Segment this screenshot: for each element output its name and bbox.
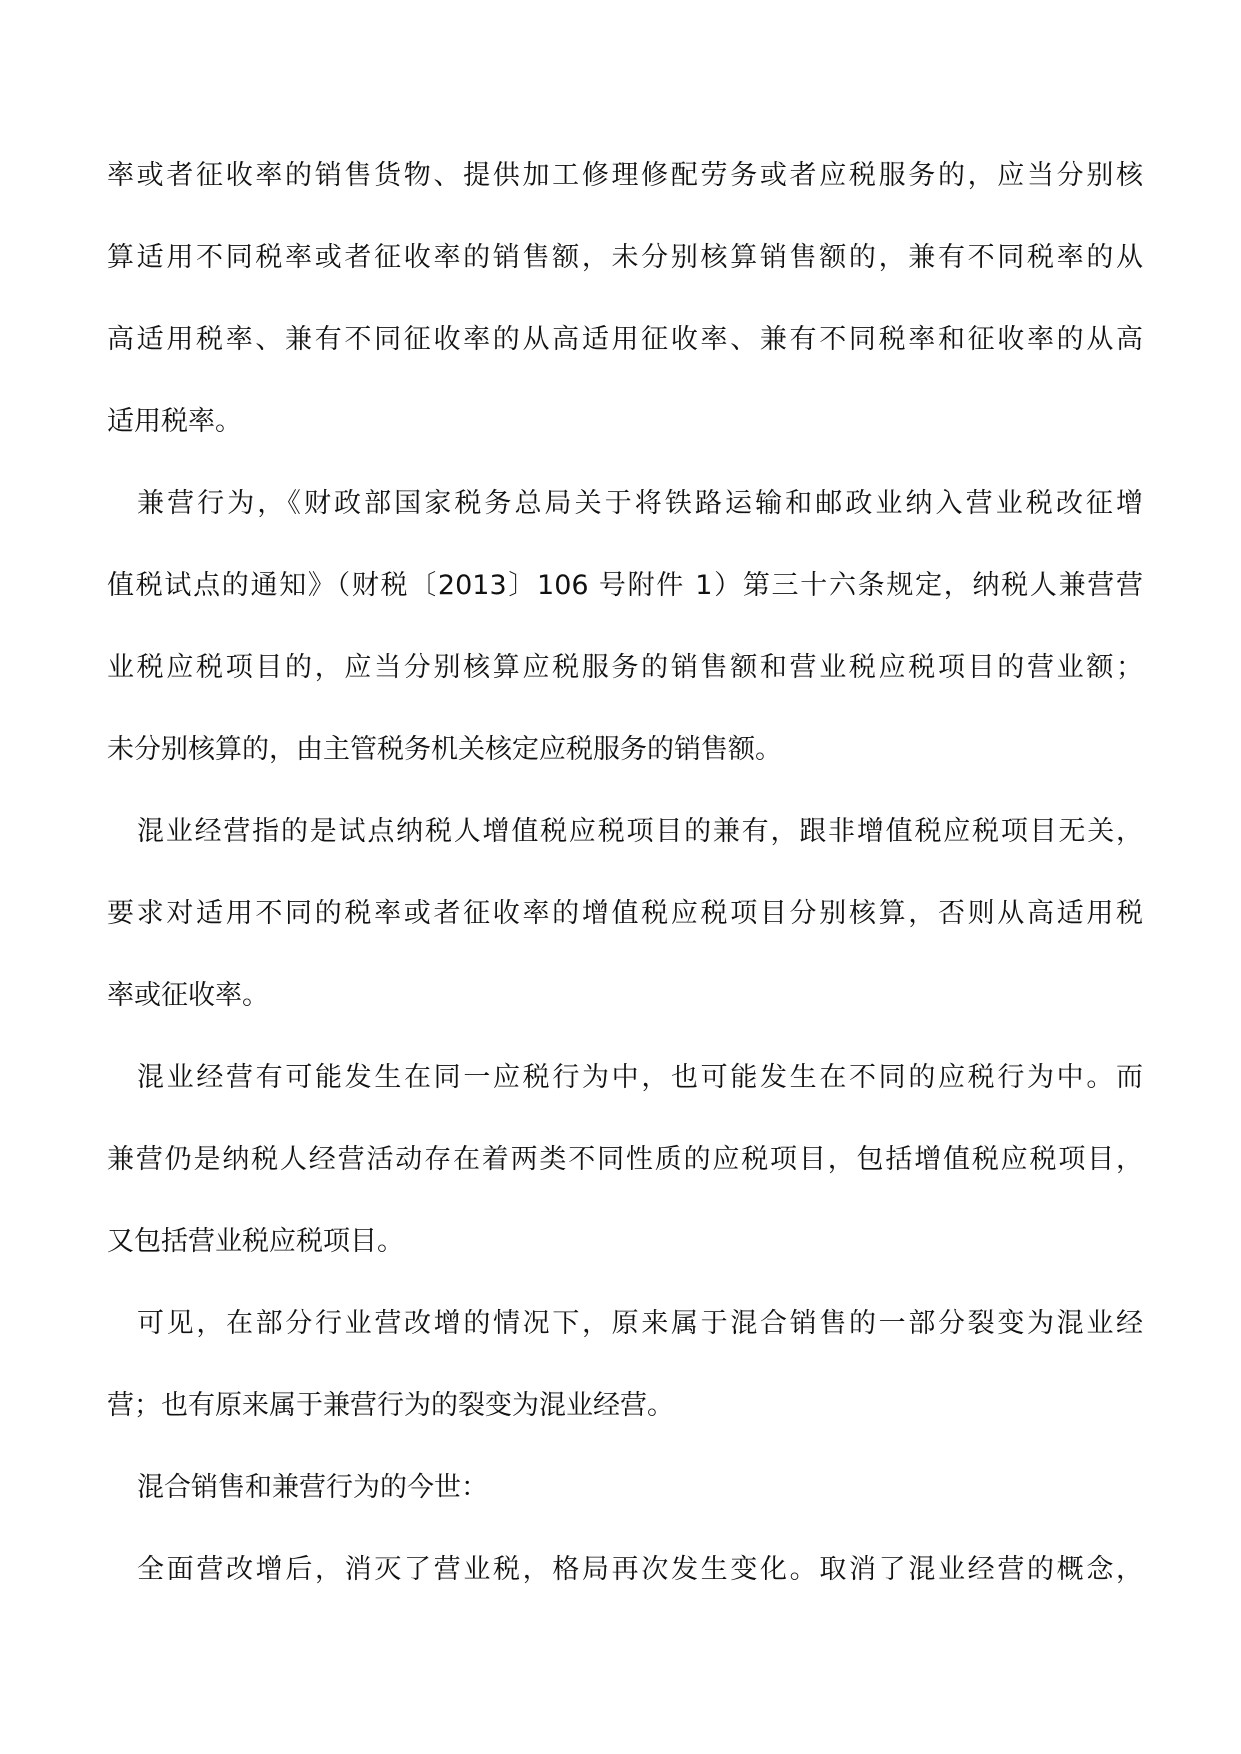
- text-line: 值税试点的通知》（财税〔2013〕106 号附件 1）第三十六条规定，纳税人兼营营: [107, 570, 1143, 601]
- text-line: 兼营行为，《财政部国家税务总局关于将铁路运输和邮政业纳入营业税改征增: [137, 488, 1143, 519]
- paragraph: [107, 486, 1143, 814]
- paragraph: [107, 1552, 1143, 1634]
- paragraph: [107, 814, 1143, 1060]
- text-line: 兼营仍是纳税人经营活动存在着两类不同性质的应税项目，包括增值税应税项目，: [107, 1144, 1143, 1175]
- text-line: 率或者征收率的销售货物、提供加工修理修配劳务或者应税服务的，应当分别核: [107, 160, 1143, 191]
- text-line: 算适用不同税率或者征收率的销售额，未分别核算销售额的，兼有不同税率的从: [107, 242, 1143, 273]
- text-line: 混业经营指的是试点纳税人增值税应税项目的兼有，跟非增值税应税项目无关，: [137, 816, 1143, 847]
- text-line: 未分别核算的，由主管税务机关核定应税服务的销售额。: [107, 734, 782, 765]
- text-line: 全面营改增后，消灭了营业税，格局再次发生变化。取消了混业经营的概念，: [137, 1554, 1143, 1585]
- document-body: [107, 158, 1143, 1634]
- text-line: 又包括营业税应税项目。: [107, 1226, 404, 1257]
- text-line: 业税应税项目的，应当分别核算应税服务的销售额和营业税应税项目的营业额；: [107, 652, 1143, 683]
- text-line: 高适用税率、兼有不同征收率的从高适用征收率、兼有不同税率和征收率的从高: [107, 324, 1143, 355]
- paragraph: [107, 1060, 1143, 1306]
- text-line: 营；也有原来属于兼营行为的裂变为混业经营。: [107, 1390, 674, 1421]
- text-line: 要求对适用不同的税率或者征收率的增值税应税项目分别核算，否则从高适用税: [107, 898, 1143, 929]
- paragraph: [107, 158, 1143, 486]
- text-line: 可见，在部分行业营改增的情况下，原来属于混合销售的一部分裂变为混业经: [137, 1308, 1143, 1339]
- text-line: 率或征收率。: [107, 980, 269, 1011]
- paragraph: [107, 1306, 1143, 1470]
- text-line: 混合销售和兼营行为的今世：: [137, 1472, 488, 1503]
- paragraph: [107, 1470, 1143, 1552]
- text-line: 适用税率。: [107, 406, 242, 437]
- text-line: 混业经营有可能发生在同一应税行为中，也可能发生在不同的应税行为中。而: [137, 1062, 1143, 1093]
